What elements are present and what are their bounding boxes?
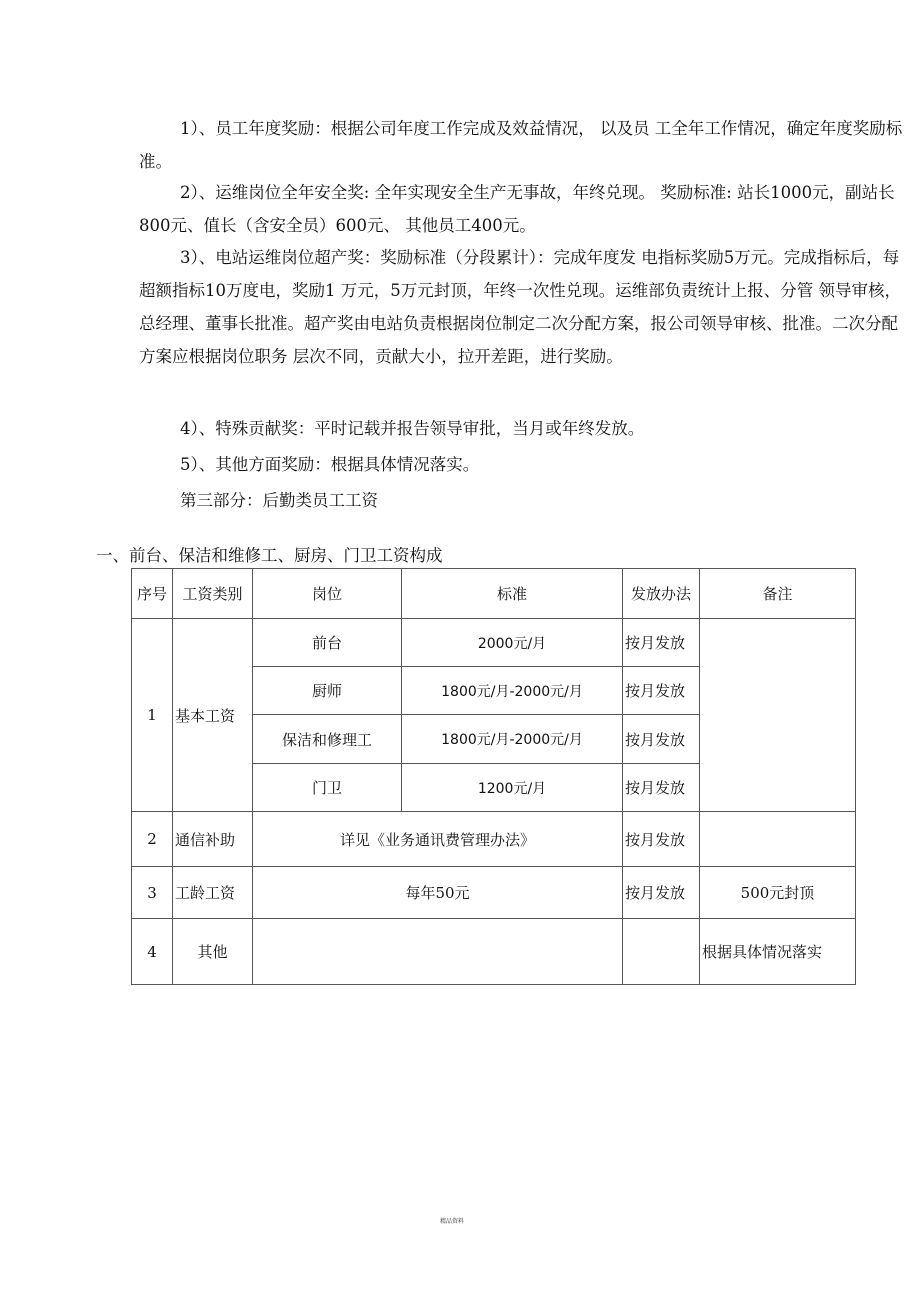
cell-seq: 2	[132, 812, 173, 867]
cell-post: 厨师	[253, 667, 402, 715]
table-header-row	[132, 569, 856, 619]
cell-category: 其他	[173, 919, 253, 985]
cell-category: 工龄工资	[173, 867, 253, 919]
paragraph-overproduction-award: 3）、电站运维岗位超产奖：奖励标准（分段累计）：完成年度发 电指标奖励5万元。完成指标后，每超额指标10万度电，奖励1 万元，5万元封顶，年终一次性兑现。运维部负责统计上报、分管 领导审核，总经理、董事长批准。超产奖由电站负责根据岗位制定二次分配方案，报公司领导审核、批准。二次分配方案应根据岗位职务 层次不同，贡献大小，拉开差距，进行奖励。	[139, 248, 901, 366]
logistics-wage-table	[131, 568, 856, 985]
header-standard: 标准	[402, 569, 623, 619]
table-row	[132, 619, 856, 667]
header-remark: 备注	[700, 569, 856, 619]
cell-method: 按月发放	[623, 667, 700, 715]
paragraph-special-contribution: 4）、特殊贡献奖：平时记载并报告领导审批，当月或年终发放。	[180, 419, 645, 438]
cell-category: 基本工资	[173, 619, 253, 812]
cell-standard: 1200元/月	[402, 764, 623, 812]
cell-remark	[700, 619, 856, 812]
subsection-title: 一、前台、保洁和维修工、厨房、门卫工资构成	[96, 546, 443, 565]
header-seq: 序号	[132, 569, 173, 619]
paragraph-annual-award: 1）、员工年度奖励：根据公司年度工作完成及效益情况， 以及员 工全年工作情况，确定年度奖励标准。	[139, 119, 903, 171]
page-footer: 精品资料	[440, 1218, 465, 1225]
cell-method: 按月发放	[623, 812, 700, 867]
cell-method	[623, 919, 700, 985]
cell-post: 保洁和修理工	[253, 715, 402, 764]
section-title: 第三部分：后勤类员工工资	[180, 491, 378, 510]
table-row	[132, 919, 856, 985]
cell-method: 按月发放	[623, 619, 700, 667]
cell-method: 按月发放	[623, 715, 700, 764]
cell-seq: 3	[132, 867, 173, 919]
cell-standard: 详见《业务通讯费管理办法》	[253, 812, 623, 867]
header-post: 岗位	[253, 569, 402, 619]
cell-post: 前台	[253, 619, 402, 667]
table-row	[132, 867, 856, 919]
table-row	[132, 812, 856, 867]
cell-standard	[253, 919, 623, 985]
cell-seq: 1	[132, 619, 173, 812]
paragraph-other-awards: 5）、其他方面奖励：根据具体情况落实。	[180, 455, 480, 474]
header-category: 工资类别	[173, 569, 253, 619]
cell-method: 按月发放	[623, 867, 700, 919]
paragraph-safety-award: 2）、运维岗位全年安全奖: 全年实现安全生产无事故，年终兑现。 奖励标准: 站长1000元，副站长800元、值长（含安全员）600元、 其他员工400元。	[139, 183, 895, 235]
cell-standard: 1800元/月-2000元/月	[402, 667, 623, 715]
cell-method: 按月发放	[623, 764, 700, 812]
cell-standard: 每年50元	[253, 867, 623, 919]
cell-category: 通信补助	[173, 812, 253, 867]
cell-standard: 2000元/月	[402, 619, 623, 667]
cell-remark	[700, 812, 856, 867]
cell-standard: 1800元/月-2000元/月	[402, 715, 623, 764]
cell-post: 门卫	[253, 764, 402, 812]
cell-remark: 500元封顶	[700, 867, 856, 919]
cell-seq: 4	[132, 919, 173, 985]
header-method: 发放办法	[623, 569, 700, 619]
cell-remark: 根据具体情况落实	[700, 919, 856, 985]
